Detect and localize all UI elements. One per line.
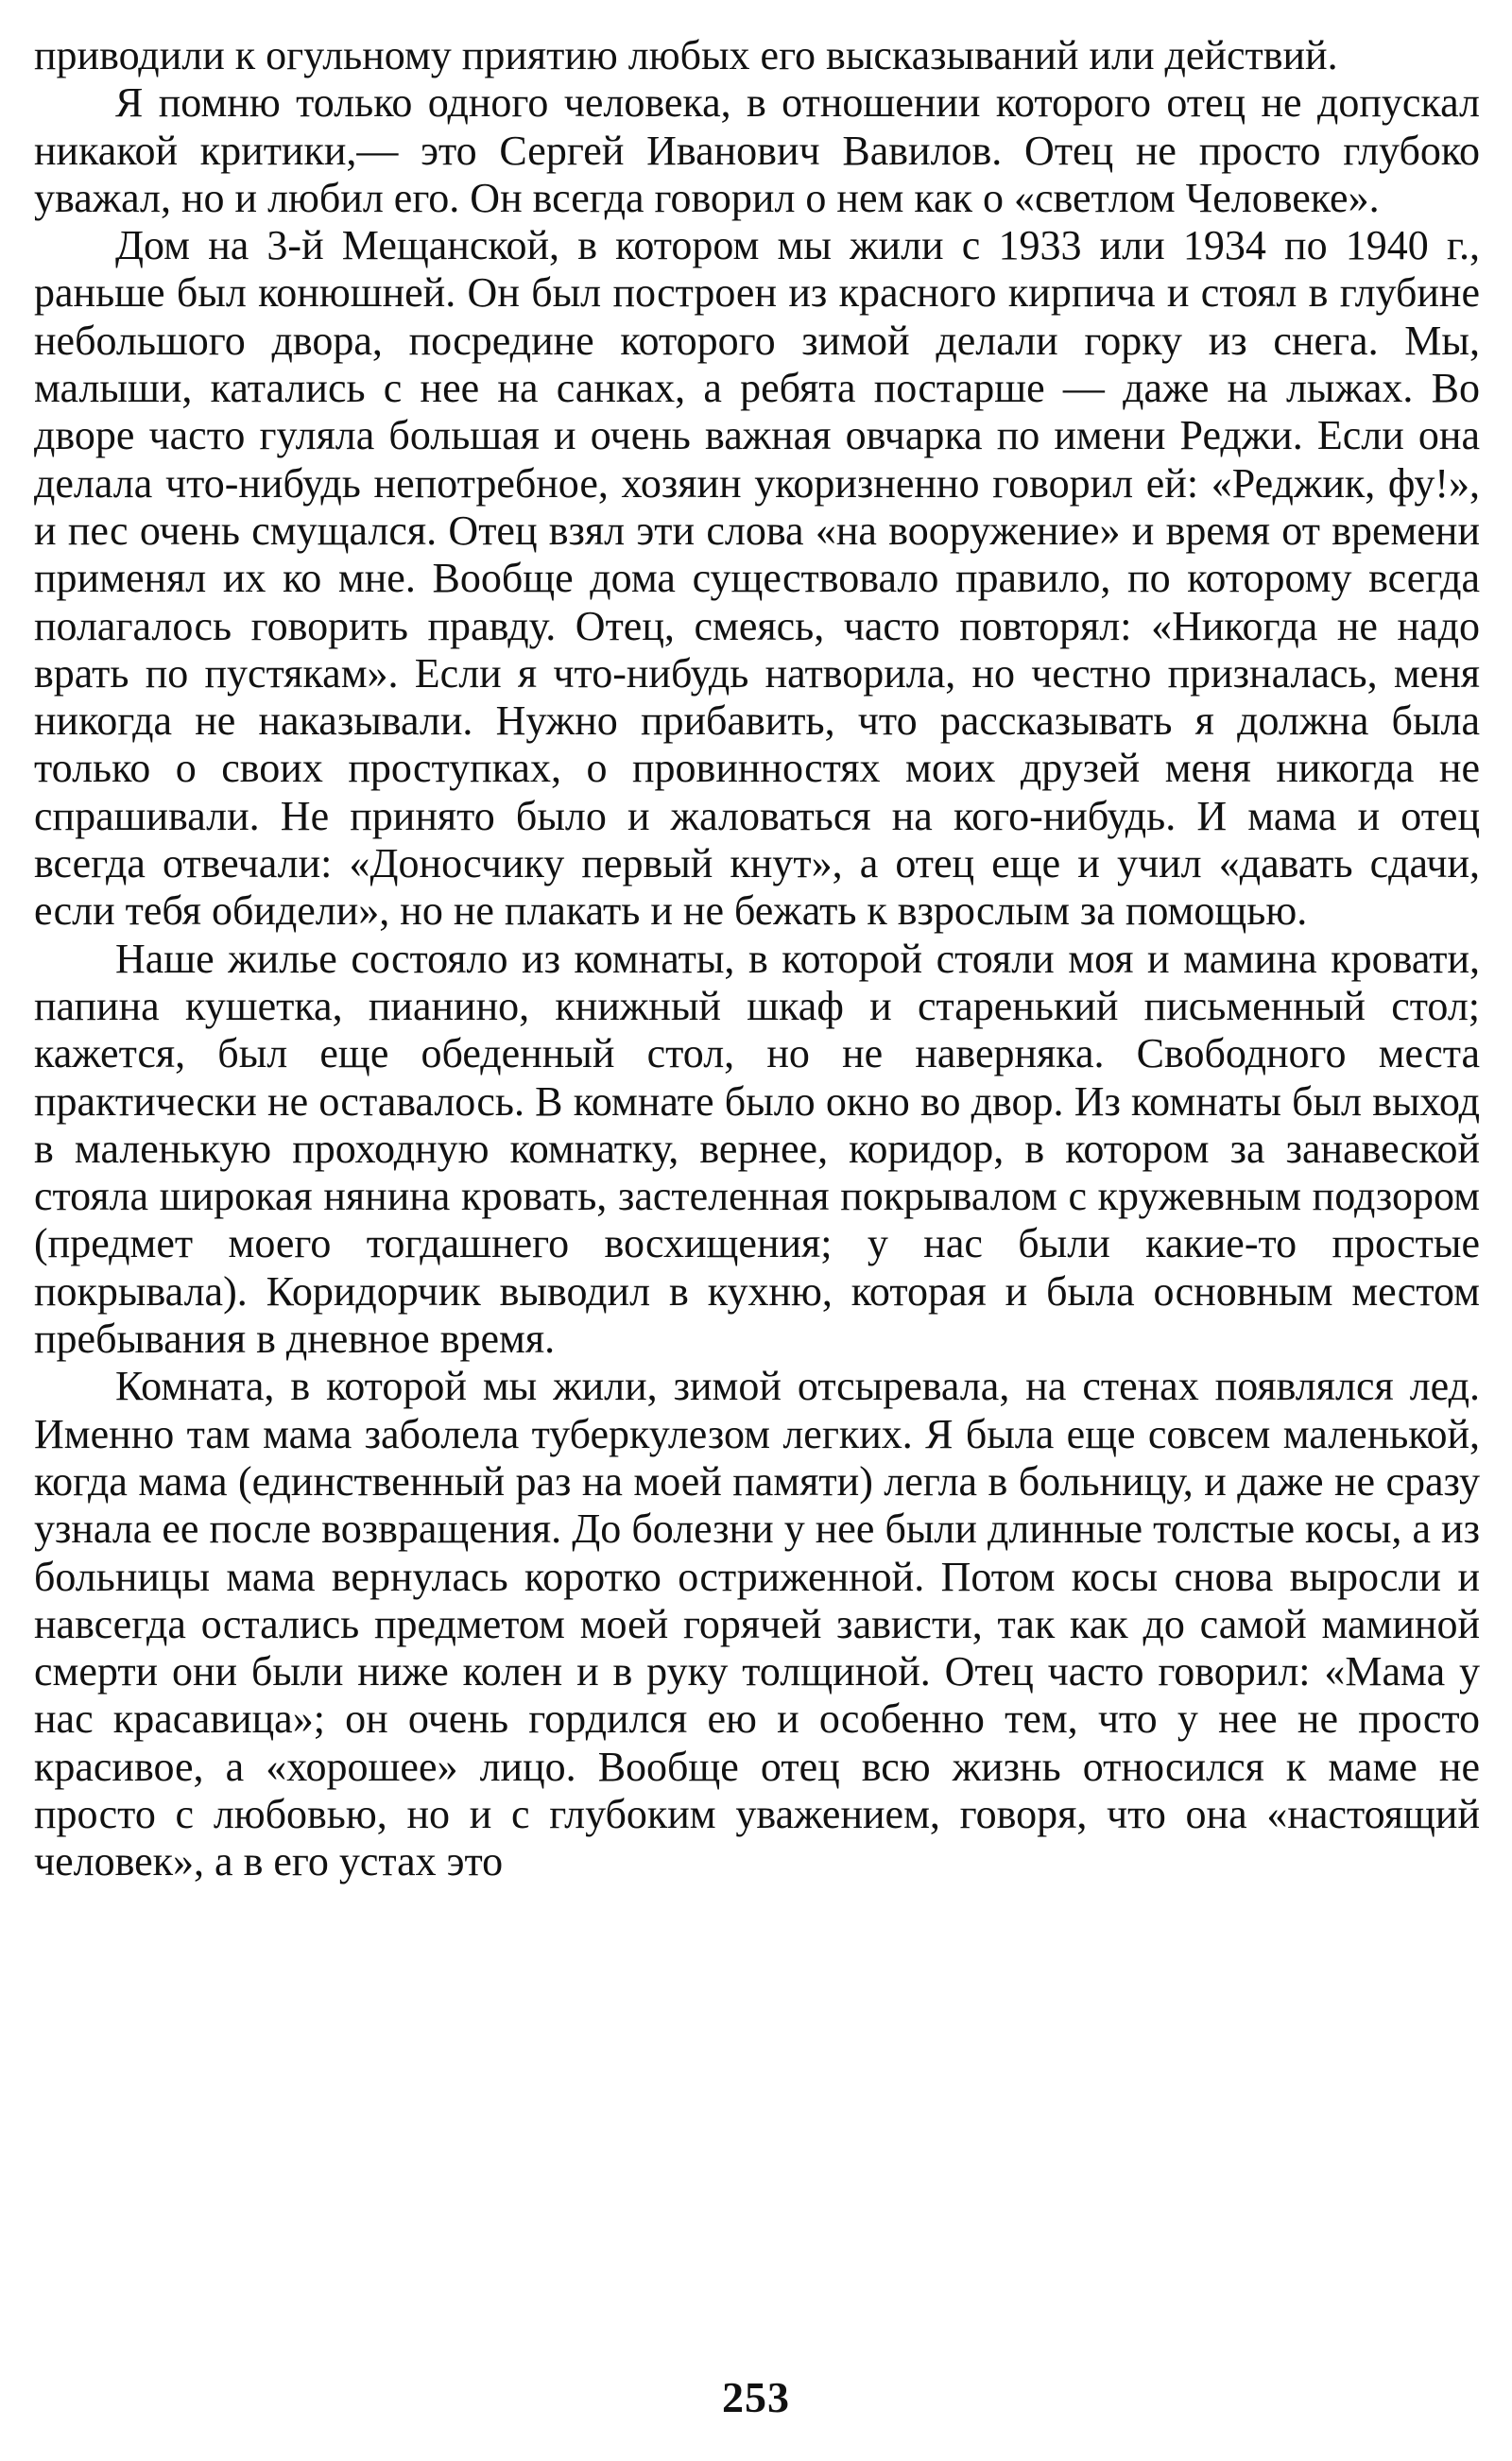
paragraph-3: Дом на 3-й Мещанской, в котором мы жили с 1933 или 1934 по 1940 г., раньше был конюшней. Он был построен из красного кирпича и стоял в глубине небольшого двора, посредине которого зимой делали горку из снега. Мы, малыши, катались с нее на санках, а ребята постарше — даже на лыжах. Во дворе часто гуляла большая и очень важная овчарка по имени Реджи. Если она делала что-нибудь непотребное, хозяин укоризненно говорил ей: «Реджик, фу!», и пес очень смущался. Отец взял эти слова «на вооружение» и время от времени применял их ко мне. Вообще дома существовало правило, по которому всегда полагалось говорить правду. Отец, смеясь, часто повторял: «Никогда не надо врать по пустякам». Если я что-нибудь натворила, но честно призналась, меня никогда не наказывали. Нужно прибавить, что рассказывать я должна была только о своих проступках, о провинностях моих друзей меня никогда не спрашивали. Не принято было и жаловаться на кого-нибудь. И мама и отец всегда отвечали: «Доносчику первый кнут», а отец еще и учил «давать сдачи, если тебя обидели», но не плакать и не бежать к взрослым за помощью. — [34, 222, 1480, 935]
paragraph-4: Наше жилье состояло из комнаты, в которой стояли моя и мамина кровати, папина кушетка, пианино, книжный шкаф и старенький письменный стол; кажется, был еще обеденный стол, но не наверняка. Свободного места практически не оставалось. В комнате было окно во двор. Из комнаты был выход в маленькую проходную комнатку, вернее, коридор, в котором за занавеской стояла широкая нянина кровать, застеленная покрывалом с кружевным подзором (предмет моего тогдашнего восхищения; у нас были какие-то простые покрывала). Коридорчик выводил в кухню, которая и была основным местом пребывания в дневное время. — [34, 935, 1480, 1363]
paragraph-5: Комната, в которой мы жили, зимой отсыревала, на стенах появлялся лед. Именно там мама заболела туберкулезом легких. Я была еще совсем маленькой, когда мама (единственный раз на моей памяти) легла в больницу, и даже не сразу узнала ее после возвращения. До болезни у нее были длинные толстые косы, а из больницы мама вернулась коротко остриженной. Потом косы снова выросли и навсегда остались предметом моей горячей зависти, так как до самой маминой смерти они были ниже колен и в руку толщиной. Отец часто говорил: «Мама у нас красавица»; он очень гордился ею и особенно тем, что у нее не просто красивое, а «хорошее» лицо. Вообще отец всю жизнь относился к маме не просто с любовью, но и с глубоким уважением, говоря, что она «настоящий человек», а в его устах это — [34, 1363, 1480, 1885]
page-number: 253 — [722, 2373, 790, 2421]
page-body — [34, 32, 1480, 1886]
paragraph-2: Я помню только одного человека, в отношении которого отец не допускал никакой критики,— это Сергей Иванович Вавилов. Отец не просто глубоко уважал, но и любил его. Он всегда говорил о нем как о «светлом Человеке». — [34, 79, 1480, 221]
paragraph-1: приводили к огульному приятию любых его высказываний или действий. — [34, 32, 1338, 78]
